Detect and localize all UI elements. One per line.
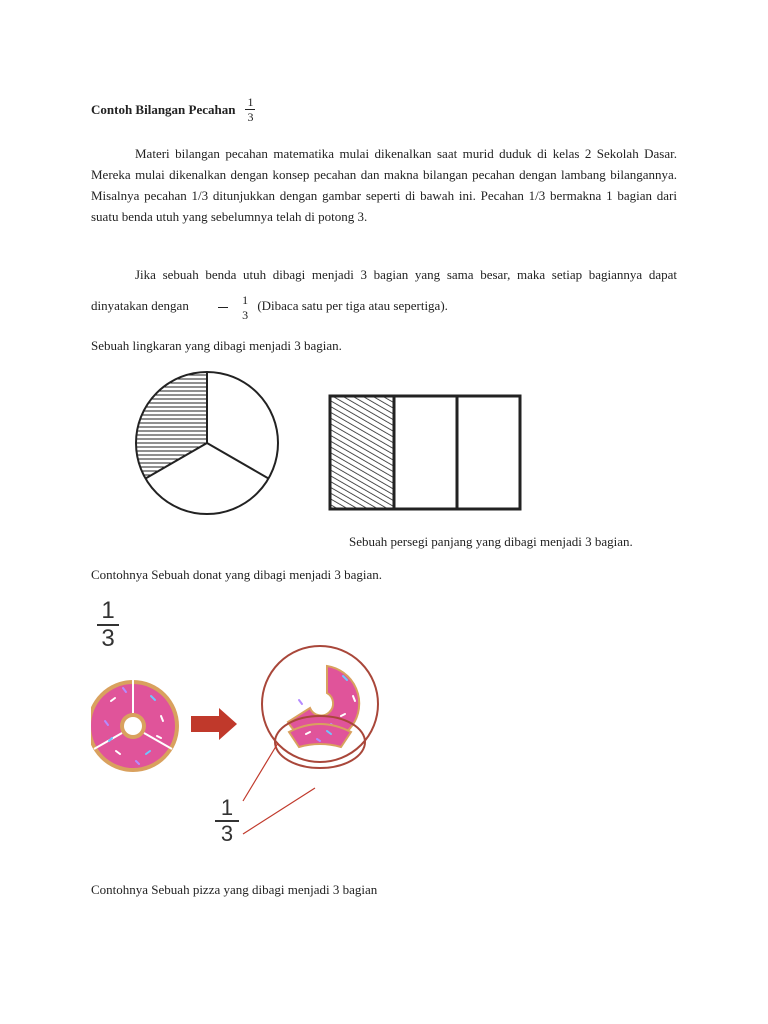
heading-frac-numerator: 1 [247,95,254,109]
heading-fraction [245,96,255,123]
paragraph-definition-text: Jika sebuah benda utuh dibagi menjadi 3 bagian yang sama besar, maka setiap bagiannya dapat dinyatakan dengan $\frac{1}{3}$ (Dibaca satu per tiga atau sepertiga). [91,267,677,322]
paragraph-intro [91,143,677,227]
one-third-donut-slice [289,724,351,747]
donut-illustration [91,596,405,866]
donut-label-fraction: 1 3 [215,796,239,846]
rectangle-caption: Sebuah persegi panjang yang dibagi menjadi 3 bagian. [349,534,633,549]
rectangle-shaded-third [330,396,394,509]
pizza-caption: Contohnya Sebuah pizza yang dibagi menjadi 3 bagian [91,882,378,897]
donut-figure [91,596,405,866]
donut-top-fraction: 1 3 [97,598,119,652]
paragraph-intro-text: Materi bilangan pecahan matematika mulai dikenalkan saat murid duduk di kelas 2 Sekolah Dasar. Mereka mulai dikenalkan dengan konsep pecahan dan makna bilangan pecahan dengan lambang bilangannya. Misalnya pecahan 1/3 ditunjukkan dengan gambar seperti di bawah ini. Pecahan 1/3 bermakna 1 bagian dari suatu benda utuh yang sebelumnya telah di potong 3. [91,146,677,224]
rectangle-diagram [328,394,522,511]
arrow-icon [191,708,237,740]
paragraph-definition [91,259,677,321]
circle-caption: Sebuah lingkaran yang dibagi menjadi 3 bagian. [91,338,342,353]
page-heading [91,96,255,123]
heading-title: Contoh Bilangan Pecahan [91,101,236,117]
definition-fraction: $\frac{1}{3}$ [198,294,248,321]
donut-caption: Contohnya Sebuah donat yang dibagi menjadi 3 bagian. [91,567,382,582]
heading-frac-denominator: 3 [247,110,254,124]
circle-diagram [130,366,285,521]
